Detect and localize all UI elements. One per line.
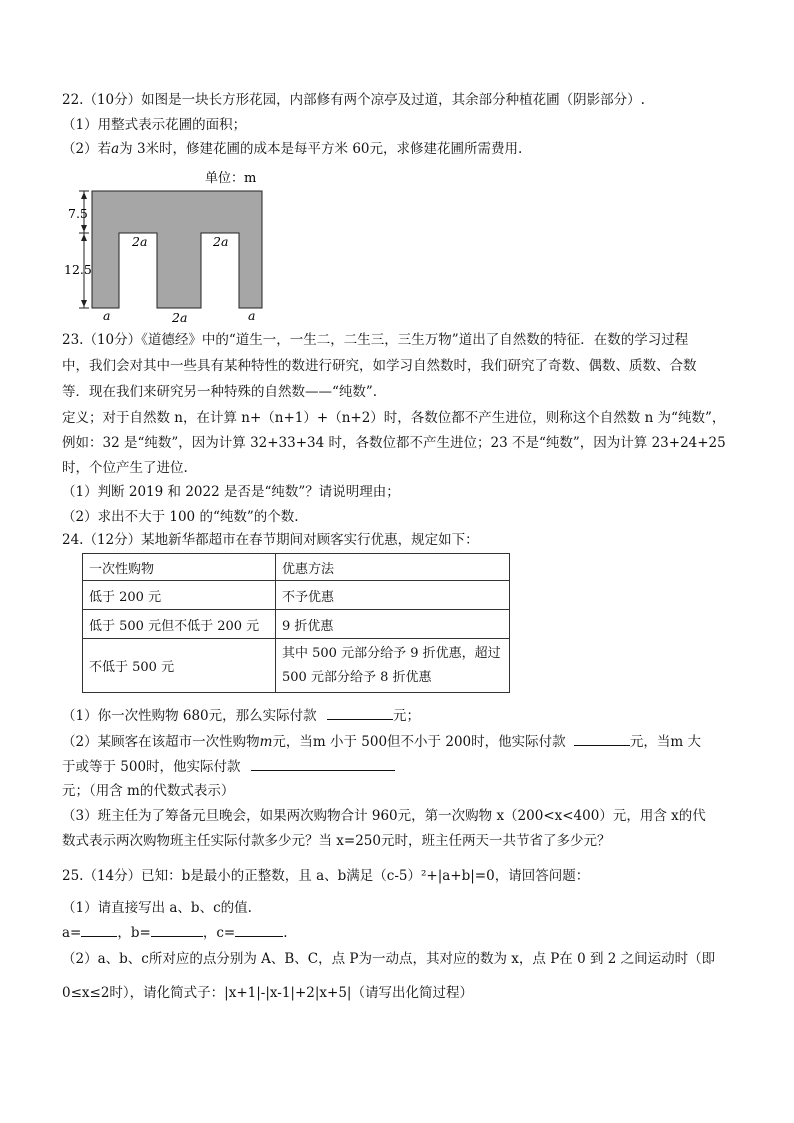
table-header-row xyxy=(83,554,510,581)
q22-part2-pre: （2）若 xyxy=(62,141,112,157)
table-header-cell: 优惠方法 xyxy=(276,554,510,581)
q23-line2: 中，我们会对其中一些具有某种特性的数进行研究，如学习自然数时，我们研究了奇数、偶数、质数、合数 xyxy=(62,358,697,374)
q23-line4: 定义；对于自然数 n，在计算 n+（n+1）+（n+2）时，各数位都不产生进位，则称这个自然数 n 为“纯数”， xyxy=(62,410,726,426)
q24-part2-text: 于或等于 500时，他实际付款 xyxy=(62,759,241,775)
q23-line3: 等．现在我们来研究另一种特殊的自然数——“纯数”. xyxy=(62,384,378,400)
table-cell: 低于 200 元 xyxy=(83,581,276,610)
bottom-label-mid: 2a xyxy=(172,310,188,325)
answer-blank-c[interactable] xyxy=(235,922,283,937)
q23-part2: （2）求出不大于 100 的“纯数”的个数. xyxy=(62,509,299,525)
q24-part3-line1: （3）班主任为了筹备元旦晚会，如果两次购物合计 960元，第一次购物 x（200<x<400）元，用含 x的代 xyxy=(62,808,706,824)
q24-part2-var: m xyxy=(259,734,273,750)
q23-line5: 例如：32 是“纯数”，因为计算 32+33+34 时，各数位都不产生进位；23 不是“纯数”，因为计算 23+24+25 xyxy=(62,435,726,451)
table-row xyxy=(83,581,510,610)
q24-part1-post: 元； xyxy=(392,708,420,724)
garden-figure xyxy=(62,166,282,326)
q24-part1 xyxy=(62,705,420,726)
notch-label-2: 2a xyxy=(213,234,229,249)
answer-blank[interactable] xyxy=(574,731,630,746)
table-row xyxy=(83,639,510,693)
arrow-up-top xyxy=(81,192,87,199)
bottom-label-right: a xyxy=(248,308,256,323)
answer-blank[interactable] xyxy=(251,756,395,771)
q25-part2-line2: 0≤x≤2时），请化简式子：|x+1|-|x-1|+2|x+5|（请写出化简过程） xyxy=(62,985,473,1001)
q23-line6: 时，个位产生了进位. xyxy=(62,460,188,476)
q24-part2-text: （2）某顾客在该超市一次性购物 xyxy=(62,734,260,750)
q24-part2-text: m 大 xyxy=(670,734,702,750)
q25-part1: （1）请直接写出 a、b、c的值. xyxy=(62,900,252,916)
q22-part2 xyxy=(62,139,522,159)
q22-heading: 22.（10分）如图是一块长方形花园，内部修有两个凉亭及过道，其余部分种植花圃（阴影部分）. xyxy=(62,92,645,108)
q25-end-dot: . xyxy=(283,925,288,941)
dim-label-side: 12.5 xyxy=(64,262,92,277)
table-row xyxy=(83,610,510,639)
q22-part2-post: 为 3米时，修建花圃的成本是每平方米 60元，求修建花圃所需费用. xyxy=(119,141,523,157)
q25-c-label: ，c= xyxy=(202,925,236,941)
q22-part2-var: a xyxy=(111,141,120,157)
dim-label-top: 7.5 xyxy=(68,206,88,221)
answer-blank-a[interactable] xyxy=(81,922,117,937)
table-cell: 低于 500 元但不低于 200 元 xyxy=(83,610,276,639)
q24-part2-line3: 元；（用含 m的代数式表示） xyxy=(62,783,235,799)
answer-blank-b[interactable] xyxy=(151,922,203,937)
bottom-label-left: a xyxy=(103,308,111,323)
q24-part2-text: 元，当 xyxy=(629,734,671,750)
garden-shaded-region xyxy=(92,191,262,308)
table-cell xyxy=(276,639,510,693)
q25-b-label: ，b= xyxy=(117,925,151,941)
q22-part1: （1）用整式表示花圃的面积； xyxy=(62,117,247,133)
q25-heading: 25.（14分）已知：b是最小的正整数，且 a、b满足（c-5）²+|a+b|=0，请回答问题： xyxy=(62,868,590,884)
q24-part3-line2: 数式表示两次购物班主任实际付款多少元？当 x=250元时，班主任两天一共节省了多少元？ xyxy=(62,833,611,849)
table-header-cell: 一次性购物 xyxy=(83,554,276,581)
q25-a-label: a= xyxy=(62,925,82,941)
q24-heading: 24.（12分）某地新华都超市在春节期间对顾客实行优惠，规定如下： xyxy=(62,532,479,548)
q24-part2-text: m 小于 500但不小于 200时，他实际付款 xyxy=(312,734,566,750)
q23-part1: （1）判断 2019 和 2022 是否是“纯数”？请说明理由； xyxy=(62,484,400,500)
table-cell: 9 折优惠 xyxy=(276,610,510,639)
q24-part2-line2 xyxy=(62,756,395,777)
table-cell: 不低于 500 元 xyxy=(83,639,276,693)
q24-part2-line1 xyxy=(62,731,701,752)
answer-blank[interactable] xyxy=(327,705,393,720)
table-cell: 不予优惠 xyxy=(276,581,510,610)
figure-unit-label: 单位：m xyxy=(205,171,257,186)
arrow-up-mid xyxy=(81,234,87,241)
q24-part1-pre: （1）你一次性购物 680元，那么实际付款 xyxy=(62,708,317,724)
table-cell-line: 其中 500 元部分给予 9 折优惠，超过 xyxy=(282,645,501,661)
q23-line1: 23.（10分）《道德经》中的“道生一，一生二，二生三，三生万物”道出了自然数的特征．在数的学习过程 xyxy=(62,332,689,348)
discount-table xyxy=(82,553,510,693)
arrow-down-mid xyxy=(81,225,87,232)
table-cell-line: 500 元部分给予 8 折优惠 xyxy=(282,669,432,685)
arrow-down-bottom xyxy=(81,300,87,307)
q25-answer-line xyxy=(62,922,288,943)
q25-part2-line1: （2）a、b、c所对应的点分别为 A、B、C，点 P为一动点，其对应的数为 x，点 P在 0 到 2 之间运动时（即 xyxy=(62,951,716,967)
q24-part2-text: 元，当 xyxy=(272,734,313,750)
notch-label-1: 2a xyxy=(132,234,148,249)
